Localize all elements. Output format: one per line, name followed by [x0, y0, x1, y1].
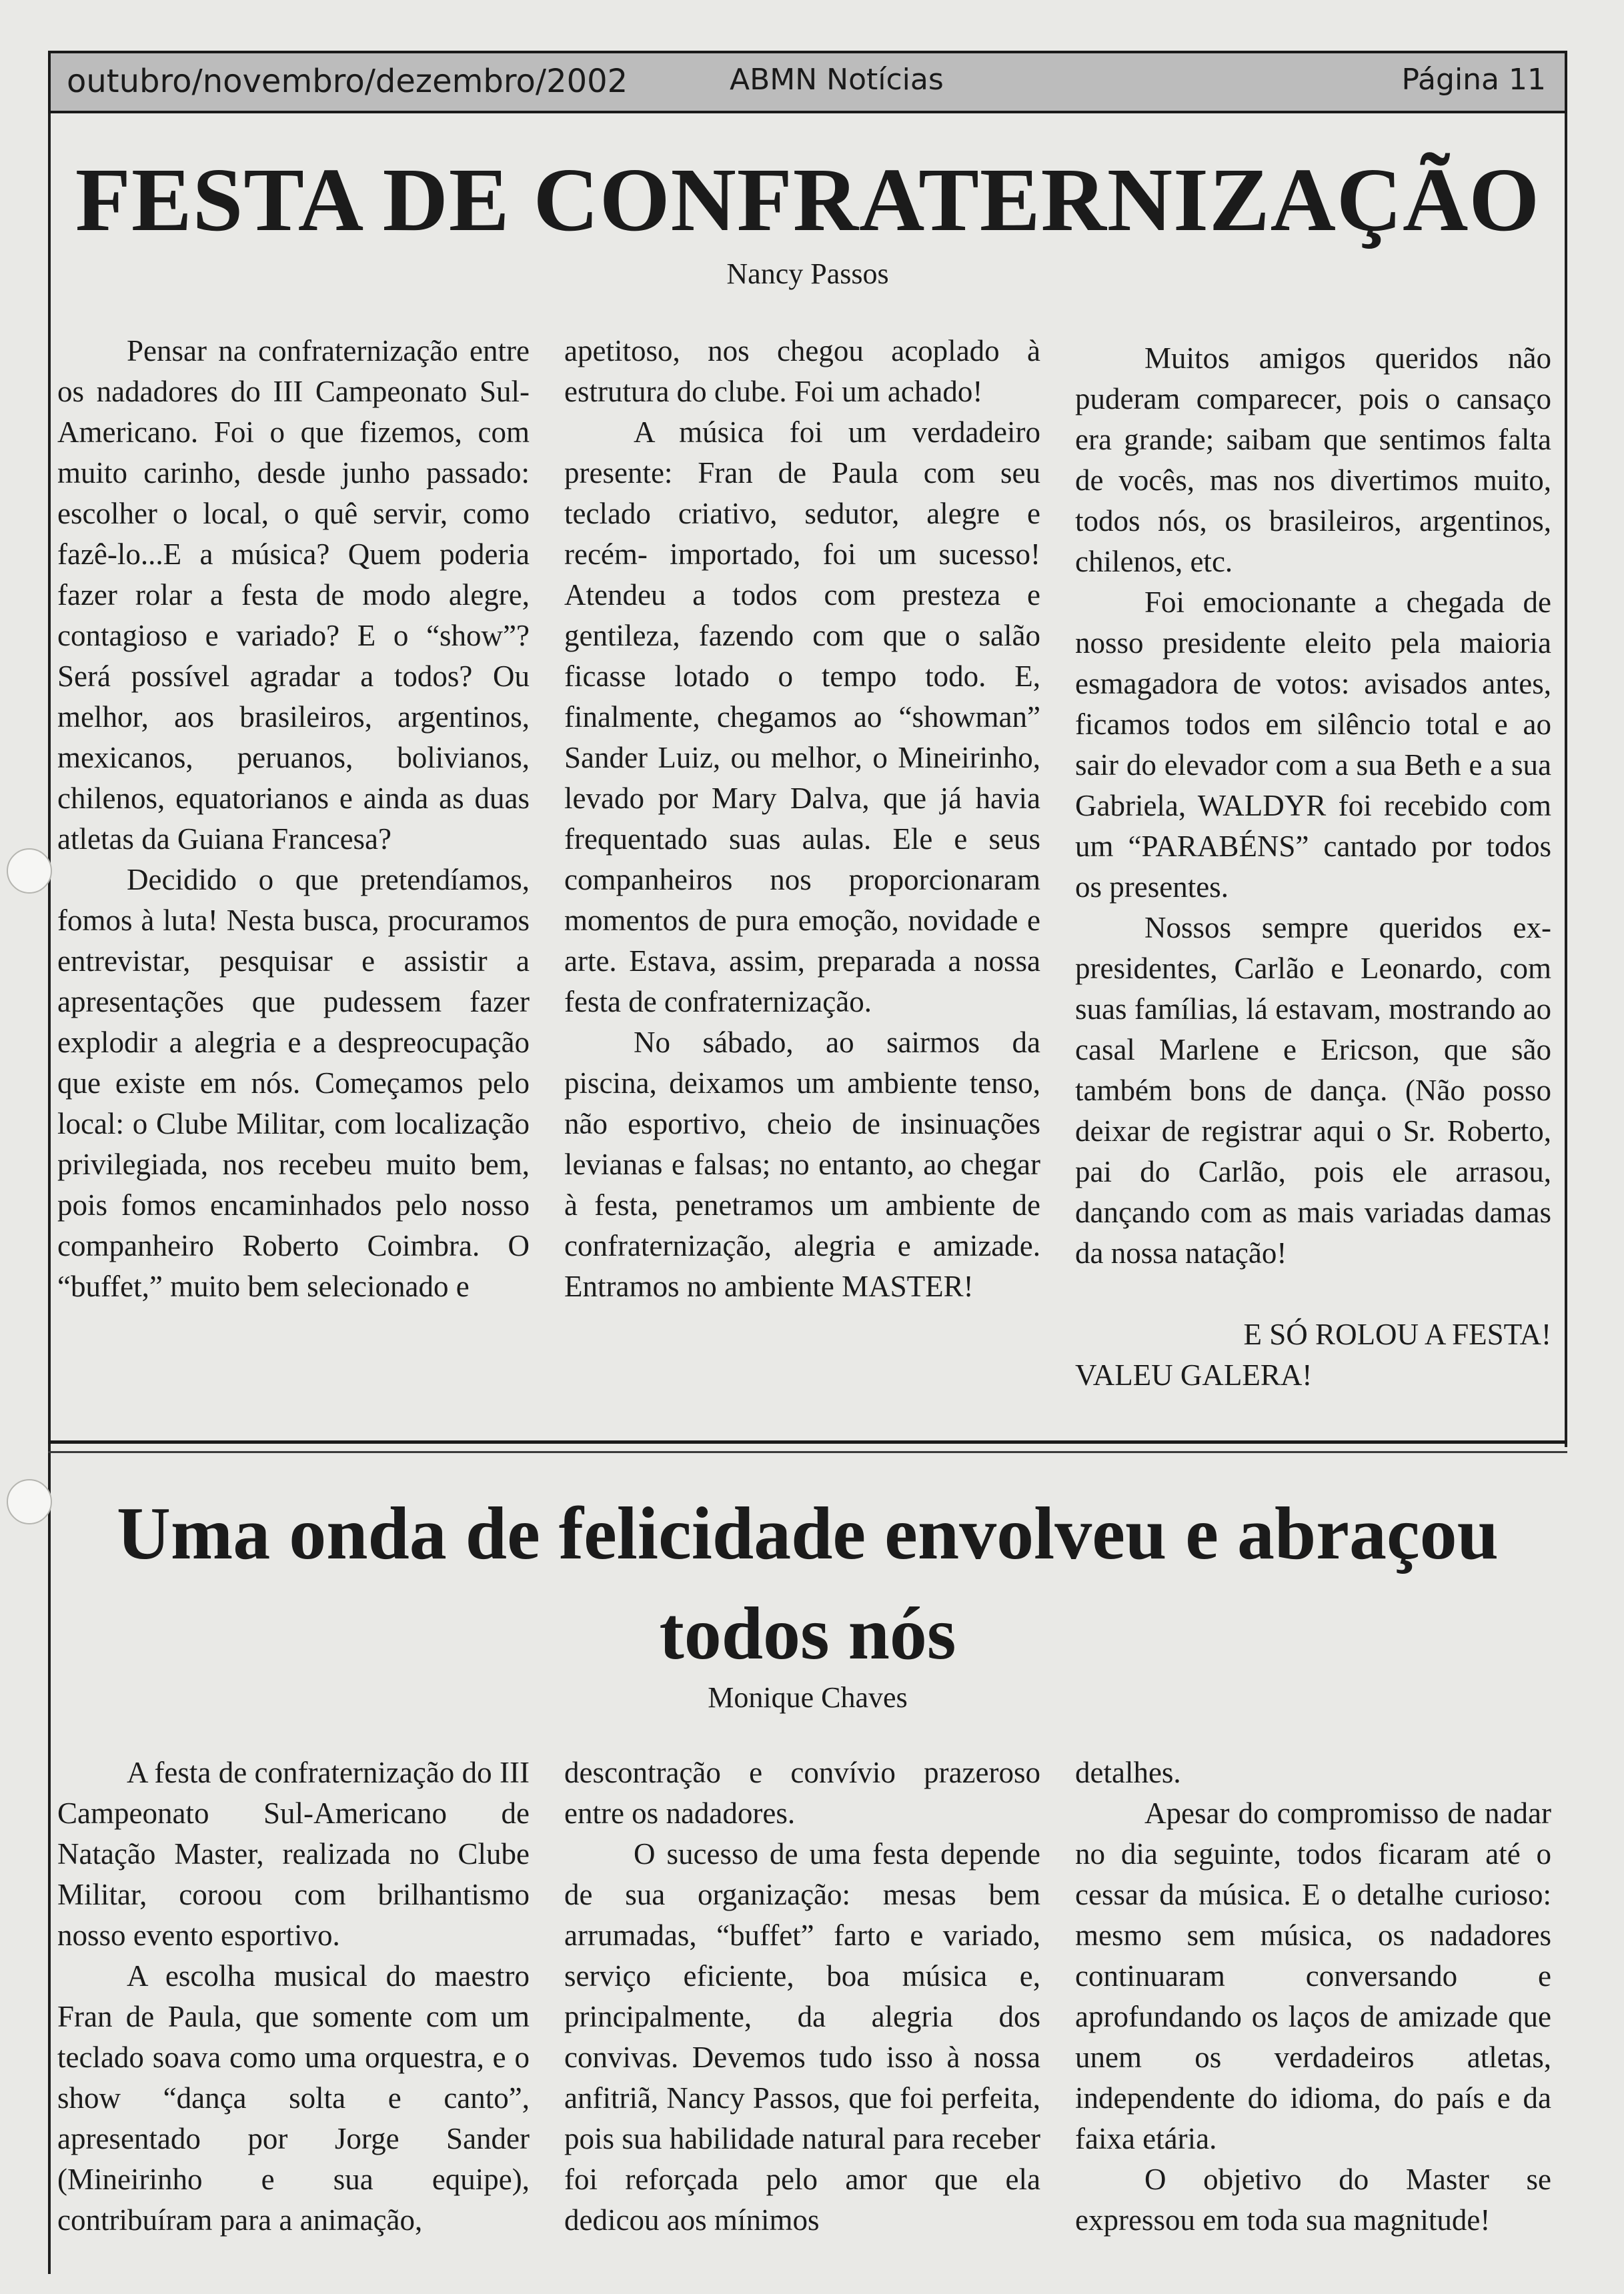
paragraph: Pensar na confraternização entre os nadadores do III Campeonato Sul-Americano. Foi o que fizemos, com muito carinho, desde junho passado: escolher o local, o quê servir, como fazê-lo...E a música? Quem poderia fazer rolar a festa de modo alegre, contagioso e variado? E o “show”? Será possível agradar a todos? Ou melhor, aos brasileiros, argentinos, mexicanos, peruanos, bolivianos, chilenos, equatorianos e ainda as duas atletas da Guiana Francesa?: [57, 334, 530, 856]
article1-column-1: [57, 331, 530, 1307]
paragraph: Foi emocionante a chegada de nosso presidente eleito pela maioria esmagadora de votos: avisados antes, ficamos todos em silêncio total e ao sair do elevador com a sua Beth e a sua Gabriela, WALDYR foi recebido com um “PARABÉNS” cantado por todos os presentes.: [1075, 586, 1551, 904]
paragraph: descontração e convívio prazeroso entre os nadadores.: [564, 1756, 1040, 1830]
article1-author: Nancy Passos: [726, 257, 889, 290]
paragraph: A escolha musical do maestro Fran de Paula, que somente com um teclado soava como uma orquestra, e o show “dança solta e canto”, apresentado por Jorge Sander (Mineirinho e sua equipe), contribuíram para a animação,: [57, 1959, 530, 2237]
closing-line: VALEU GALERA!: [1075, 1358, 1313, 1392]
article2-author: Monique Chaves: [708, 1681, 908, 1714]
paragraph: Apesar do compromisso de nadar no dia seguinte, todos ficaram até o cessar da música. E o detalhe curioso: mesmo sem música, os nadadores continuaram conversando e aprofundando os laços de amizade que unem os verdadeiros atletas, independente do idioma, do país e da faixa etária.: [1075, 1797, 1551, 2155]
page-number: Página 11: [1401, 63, 1546, 97]
page-header: [48, 51, 1567, 113]
paragraph: Nossos sempre queridos ex-presidentes, Carlão e Leonardo, com suas famílias, lá estavam, mostrando ao casal Marlene e Ericson, que são também bons de dança. (Não posso deixar de registrar aqui o Sr. Roberto, pai do Carlão, pois ele arrasou, dançando com as mais variadas damas da nossa natação!: [1075, 911, 1551, 1270]
left-border-rule: [48, 113, 51, 2274]
paragraph: detalhes.: [1075, 1756, 1181, 1789]
section-divider: [48, 1440, 1567, 1444]
article2-column-3: [1075, 1753, 1551, 2241]
article2-title: Uma onda de felicidade envolveu e abraçou todos nós: [117, 1492, 1499, 1675]
article2-column-1: [57, 1753, 530, 2241]
paragraph: Decidido o que pretendíamos, fomos à luta! Nesta busca, procuramos entrevistar, pesquisar e assistir a apresentações que pudessem fazer explodir a alegria e a despreocupação que existe em nós. Começamos pelo local: o Clube Militar, com localização privilegiada, nos recebeu muito bem, pois fomos encaminhados pelo nosso companheiro Roberto Coimbra. O “buffet,” muito bem selecionado e: [57, 863, 530, 1303]
publication-name: ABMN Notícias: [730, 63, 944, 97]
paragraph: A festa de confraternização do III Campeonato Sul-Americano de Natação Master, realizada no Clube Militar, coroou com brilhantismo nosso evento esportivo.: [57, 1756, 530, 1952]
article1-column-3: [1075, 338, 1551, 1396]
paragraph: Muitos amigos queridos não puderam comparecer, pois o cansaço era grande; saibam que sentimos falta de vocês, mas nos divertimos muito, todos nós, os brasileiros, argentinos, chilenos, etc.: [1075, 341, 1551, 578]
article1-title: FESTA DE CONFRATERNIZAÇÃO: [75, 150, 1541, 250]
paragraph: No sábado, ao sairmos da piscina, deixamos um ambiente tenso, não esportivo, cheio de insinuações levianas e falsas; no entanto, ao chegar à festa, penetramos um ambiente de confraternização, alegria e amizade. Entramos no ambiente MASTER!: [564, 1026, 1040, 1303]
paragraph: O sucesso de uma festa depende de sua organização: mesas bem arrumadas, “buffet” farto e variado, serviço eficiente, boa música e, principalmente, da alegria dos convivas. Devemos tudo isso à nossa anfitriã, Nancy Passos, que foi perfeita, pois sua habilidade natural para receber foi reforçada pelo amor que ela dedicou aos mínimos: [564, 1837, 1040, 2237]
paragraph: O objetivo do Master se expressou em toda sua magnitude!: [1075, 2163, 1551, 2237]
binder-hole: [7, 1479, 52, 1524]
paragraph: apetitoso, nos chegou acoplado à estrutura do clube. Foi um achado!: [564, 334, 1040, 408]
paragraph: A música foi um verdadeiro presente: Fran de Paula com seu teclado criativo, sedutor, alegre e recém- importado, foi um sucesso! Atendeu a todos com presteza e gentileza, fazendo com que o salão ficasse lotado o tempo todo. E, finalmente, chegamos ao “showman” Sander Luiz, ou melhor, o Mineirinho, levado por Mary Dalva, que já havia frequentado suas aulas. Ele e seus companheiros nos proporcionaram momentos de pura emoção, novidade e arte. Estava, assim, preparada a nossa festa de confraternização.: [564, 415, 1040, 1018]
closing-line: E SÓ ROLOU A FESTA!: [1243, 1318, 1551, 1351]
section-divider-thin: [48, 1451, 1567, 1453]
issue-date: outubro/novembro/dezembro/2002: [67, 63, 628, 100]
article1-column-2: [564, 331, 1040, 1307]
binder-hole: [7, 848, 52, 894]
right-border-rule: [1565, 113, 1567, 1447]
article2-column-2: [564, 1753, 1040, 2241]
